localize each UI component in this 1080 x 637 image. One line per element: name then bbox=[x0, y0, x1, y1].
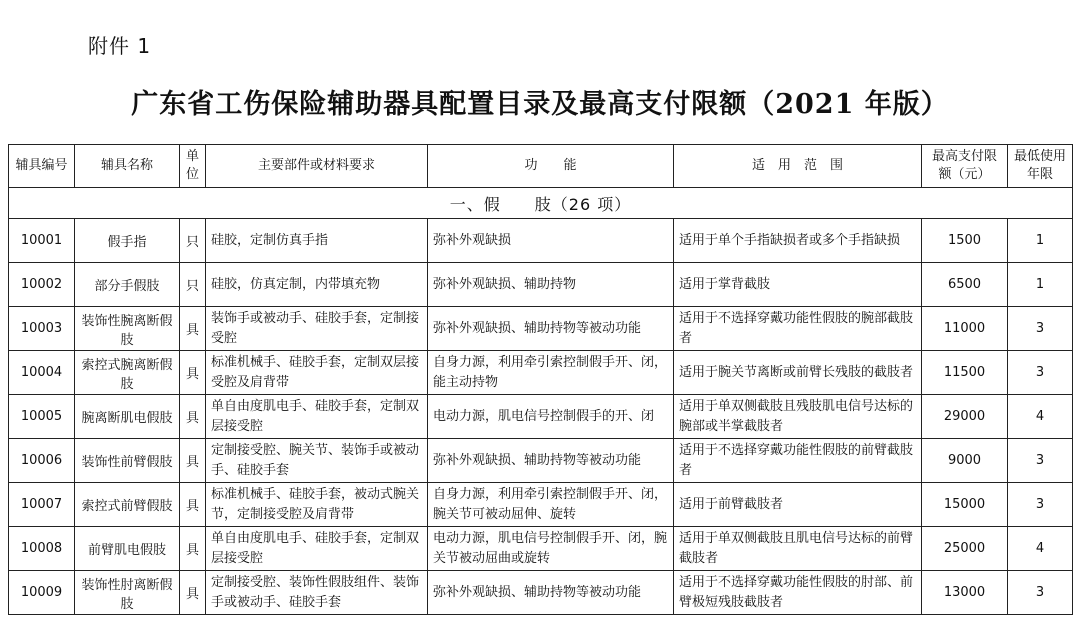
table-row bbox=[9, 571, 1073, 615]
document-title: 广东省工伤保险辅助器具配置目录及最高支付限额（2021 年版） bbox=[131, 89, 949, 120]
cell-unit: 只 bbox=[180, 219, 206, 263]
table-header-row bbox=[9, 145, 1073, 188]
cell-code: 10003 bbox=[9, 307, 75, 351]
cell-material: 定制接受腔、装饰性假肢组件、装饰手或被动手、硅胶手套 bbox=[206, 571, 428, 615]
cell-code: 10002 bbox=[9, 263, 75, 307]
cell-unit: 具 bbox=[180, 439, 206, 483]
cell-unit: 具 bbox=[180, 483, 206, 527]
header-unit: 单位 bbox=[180, 145, 206, 188]
header-function: 功 能 bbox=[428, 145, 674, 188]
cell-unit: 具 bbox=[180, 351, 206, 395]
cell-name: 前臂肌电假肢 bbox=[75, 527, 180, 571]
cell-max-pay: 9000 bbox=[922, 439, 1008, 483]
cell-code: 10008 bbox=[9, 527, 75, 571]
cell-function: 电动力源，肌电信号控制假手的开、闭 bbox=[428, 395, 674, 439]
cell-min-years: 3 bbox=[1008, 483, 1073, 527]
cell-min-years: 1 bbox=[1008, 263, 1073, 307]
section-title: 一、假 肢（26 项） bbox=[9, 188, 1073, 219]
header-material: 主要部件或材料要求 bbox=[206, 145, 428, 188]
cell-unit: 具 bbox=[180, 395, 206, 439]
cell-function: 自身力源，利用牵引索控制假手开、闭，能主动持物 bbox=[428, 351, 674, 395]
cell-unit: 具 bbox=[180, 571, 206, 615]
cell-name: 装饰性腕离断假肢 bbox=[75, 307, 180, 351]
cell-function: 弥补外观缺损、辅助持物 bbox=[428, 263, 674, 307]
cell-material: 标准机械手、硅胶手套，被动式腕关节，定制接受腔及肩背带 bbox=[206, 483, 428, 527]
cell-min-years: 3 bbox=[1008, 351, 1073, 395]
cell-name: 腕离断肌电假肢 bbox=[75, 395, 180, 439]
cell-material: 单自由度肌电手、硅胶手套，定制双层接受腔 bbox=[206, 395, 428, 439]
cell-max-pay: 11000 bbox=[922, 307, 1008, 351]
cell-function: 自身力源，利用牵引索控制假手开、闭，腕关节可被动屈伸、旋转 bbox=[428, 483, 674, 527]
cell-scope: 适用于不选择穿戴功能性假肢的肘部、前臂极短残肢截肢者 bbox=[674, 571, 922, 615]
cell-code: 10004 bbox=[9, 351, 75, 395]
cell-scope: 适用于掌背截肢 bbox=[674, 263, 922, 307]
cell-code: 10006 bbox=[9, 439, 75, 483]
cell-function: 电动力源，肌电信号控制假手开、闭，腕关节被动屈曲或旋转 bbox=[428, 527, 674, 571]
table-row bbox=[9, 263, 1073, 307]
cell-name: 装饰性肘离断假肢 bbox=[75, 571, 180, 615]
cell-max-pay: 15000 bbox=[922, 483, 1008, 527]
cell-scope: 适用于前臂截肢者 bbox=[674, 483, 922, 527]
cell-scope: 适用于单个手指缺损者或多个手指缺损 bbox=[674, 219, 922, 263]
cell-material: 标准机械手、硅胶手套，定制双层接受腔及肩背带 bbox=[206, 351, 428, 395]
cell-code: 10001 bbox=[9, 219, 75, 263]
cell-code: 10009 bbox=[9, 571, 75, 615]
header-name: 辅具名称 bbox=[75, 145, 180, 188]
table-row bbox=[9, 395, 1073, 439]
cell-min-years: 3 bbox=[1008, 439, 1073, 483]
header-min-years: 最低使用年限 bbox=[1008, 145, 1073, 188]
cell-function: 弥补外观缺损 bbox=[428, 219, 674, 263]
table-row bbox=[9, 351, 1073, 395]
cell-name: 索控式前臂假肢 bbox=[75, 483, 180, 527]
cell-min-years: 4 bbox=[1008, 527, 1073, 571]
cell-material: 硅胶，定制仿真手指 bbox=[206, 219, 428, 263]
cell-unit: 具 bbox=[180, 527, 206, 571]
table-row bbox=[9, 307, 1073, 351]
cell-function: 弥补外观缺损、辅助持物等被动功能 bbox=[428, 307, 674, 351]
cell-function: 弥补外观缺损、辅助持物等被动功能 bbox=[428, 439, 674, 483]
cell-max-pay: 13000 bbox=[922, 571, 1008, 615]
cell-scope: 适用于不选择穿戴功能性假肢的前臂截肢者 bbox=[674, 439, 922, 483]
cell-unit: 具 bbox=[180, 307, 206, 351]
table-row bbox=[9, 219, 1073, 263]
cell-min-years: 3 bbox=[1008, 571, 1073, 615]
cell-min-years: 4 bbox=[1008, 395, 1073, 439]
table-row bbox=[9, 439, 1073, 483]
header-scope: 适 用 范 围 bbox=[674, 145, 922, 188]
cell-material: 硅胶，仿真定制，内带填充物 bbox=[206, 263, 428, 307]
cell-min-years: 3 bbox=[1008, 307, 1073, 351]
cell-name: 索控式腕离断假肢 bbox=[75, 351, 180, 395]
cell-scope: 适用于腕关节离断或前臂长残肢的截肢者 bbox=[674, 351, 922, 395]
cell-scope: 适用于不选择穿戴功能性假肢的腕部截肢者 bbox=[674, 307, 922, 351]
cell-name: 假手指 bbox=[75, 219, 180, 263]
subsidy-table bbox=[8, 144, 1073, 615]
table-row bbox=[9, 483, 1073, 527]
attachment-label: 附件 1 bbox=[88, 34, 152, 58]
cell-material: 单自由度肌电手、硅胶手套，定制双层接受腔 bbox=[206, 527, 428, 571]
section-row bbox=[9, 188, 1073, 219]
cell-max-pay: 25000 bbox=[922, 527, 1008, 571]
cell-material: 定制接受腔、腕关节、装饰手或被动手、硅胶手套 bbox=[206, 439, 428, 483]
cell-unit: 只 bbox=[180, 263, 206, 307]
header-max-pay: 最高支付限额（元） bbox=[922, 145, 1008, 188]
cell-name: 装饰性前臂假肢 bbox=[75, 439, 180, 483]
cell-max-pay: 11500 bbox=[922, 351, 1008, 395]
cell-function: 弥补外观缺损、辅助持物等被动功能 bbox=[428, 571, 674, 615]
table-row bbox=[9, 527, 1073, 571]
cell-name: 部分手假肢 bbox=[75, 263, 180, 307]
cell-min-years: 1 bbox=[1008, 219, 1073, 263]
cell-code: 10007 bbox=[9, 483, 75, 527]
cell-max-pay: 1500 bbox=[922, 219, 1008, 263]
cell-scope: 适用于单双侧截肢且残肢肌电信号达标的腕部或半掌截肢者 bbox=[674, 395, 922, 439]
cell-max-pay: 29000 bbox=[922, 395, 1008, 439]
cell-max-pay: 6500 bbox=[922, 263, 1008, 307]
cell-material: 装饰手或被动手、硅胶手套，定制接受腔 bbox=[206, 307, 428, 351]
cell-code: 10005 bbox=[9, 395, 75, 439]
cell-scope: 适用于单双侧截肢且肌电信号达标的前臂截肢者 bbox=[674, 527, 922, 571]
header-code: 辅具编号 bbox=[9, 145, 75, 188]
